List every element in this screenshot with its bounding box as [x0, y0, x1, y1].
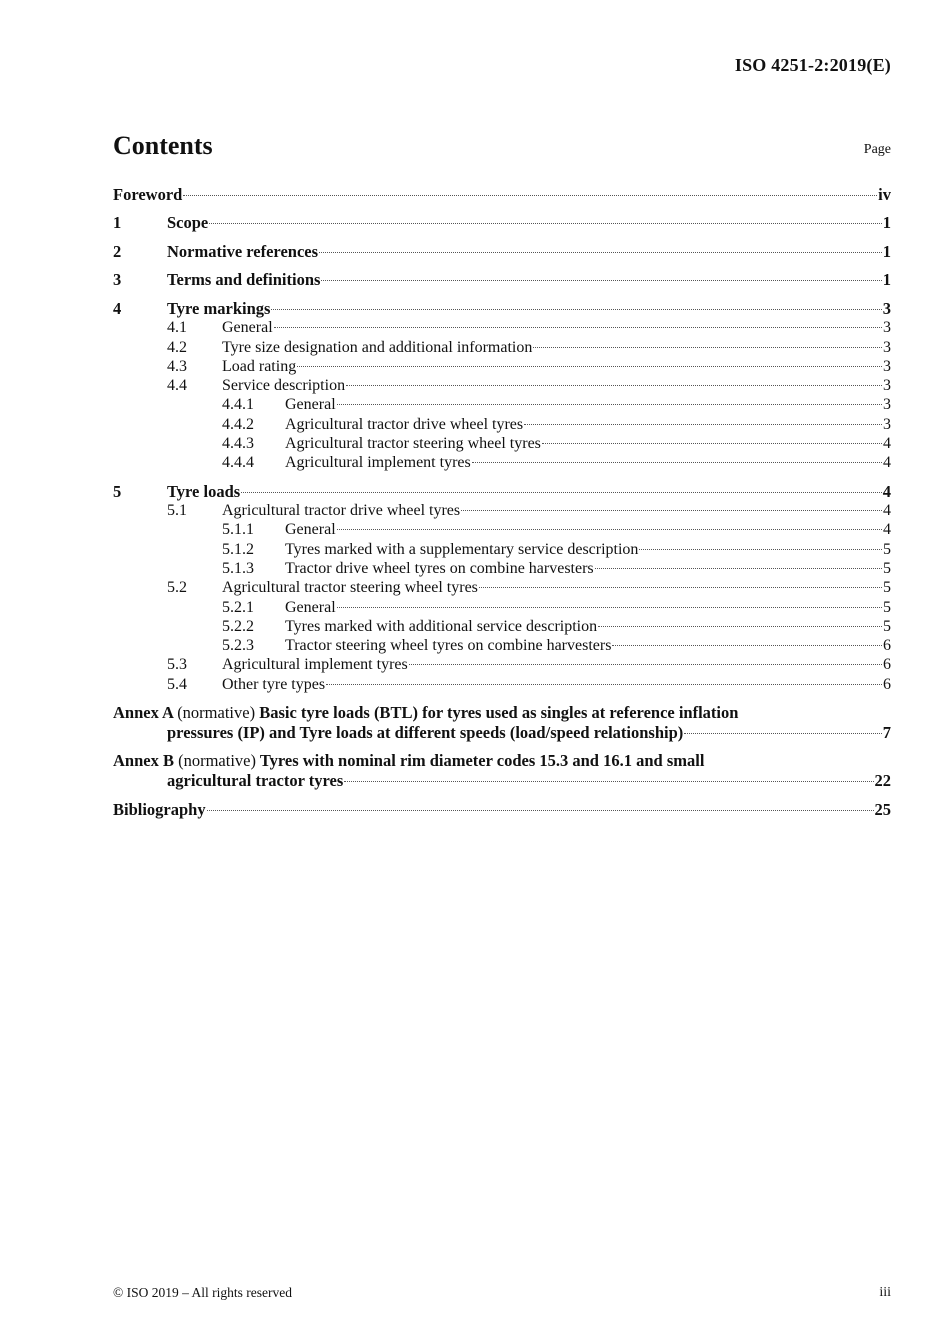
toc-entry-number: 4.2 [167, 338, 187, 356]
dot-leader [346, 385, 882, 386]
toc-entry-page: 3 [882, 298, 891, 318]
toc-entry-bibliography[interactable] [113, 800, 891, 819]
toc-entry-title: Bibliography [113, 799, 206, 819]
toc-entry-4-3[interactable] [113, 357, 891, 376]
toc-entry-5-1[interactable] [113, 501, 891, 520]
toc-entry-number: 4.4.1 [222, 396, 254, 414]
toc-entry-annex-a[interactable] [113, 703, 891, 742]
dot-leader [684, 733, 881, 734]
annex-qualifier: (normative) [177, 703, 256, 723]
toc-entry-title: Service description [222, 377, 346, 395]
toc-entry-page: 5 [883, 540, 891, 558]
toc-entry-page: 4 [882, 481, 891, 501]
toc-entry-title: Tyres marked with a supplementary service description [285, 540, 639, 558]
toc-entry-annex-b[interactable] [113, 751, 891, 790]
toc-entry-page: 3 [883, 338, 891, 356]
toc-entry-number: 4.4.3 [222, 435, 254, 453]
toc-entry-title: General [285, 521, 336, 539]
dot-leader [271, 309, 881, 310]
toc-entry-number: 2 [113, 241, 122, 261]
toc-entry-title: Tractor steering wheel tyres on combine harvesters [285, 637, 612, 655]
toc-entry-title: Agricultural tractor drive wheel tyres [285, 415, 524, 433]
toc-entry-4-4-3[interactable] [113, 434, 891, 453]
toc-entry-number: 5.1.1 [222, 521, 254, 539]
dot-leader [241, 492, 882, 493]
annex-title-line2: pressures (IP) and Tyre loads at different speeds (load/speed relationship) [167, 722, 684, 742]
toc-entry-page: 3 [883, 377, 891, 395]
toc-entry-5-2-1[interactable] [113, 598, 891, 617]
toc-entry-number: 5.1.3 [222, 559, 254, 577]
toc-entry-5-2-2[interactable] [113, 617, 891, 636]
toc-entry-page: 5 [883, 598, 891, 616]
toc-entry-number: 4.1 [167, 319, 187, 337]
dot-leader [524, 424, 882, 425]
toc-entry-title: General [285, 598, 336, 616]
toc-entry-page: 6 [883, 675, 891, 693]
toc-entry-number: 5.1.2 [222, 540, 254, 558]
toc-entry-number: 4.3 [167, 357, 187, 375]
toc-entry-title: Tyre size designation and additional information [222, 338, 533, 356]
toc-entry-title: Tractor drive wheel tyres on combine harvesters [285, 559, 594, 577]
page-number: iii [879, 1285, 891, 1300]
dot-leader [274, 327, 882, 328]
toc-entry-page: 5 [883, 559, 891, 577]
toc-entry-page: 4 [883, 454, 891, 472]
toc-entry-page: 7 [882, 722, 891, 742]
toc-entry-number: 5.4 [167, 675, 187, 693]
toc-entry-page: 1 [882, 241, 891, 261]
toc-entry-title: Agricultural tractor steering wheel tyres [222, 579, 478, 597]
toc-entry-title: Agricultural implement tyres [222, 656, 408, 674]
dot-leader [337, 607, 882, 608]
annex-label: Annex B [113, 751, 174, 771]
toc-entry-foreword[interactable] [113, 185, 891, 204]
toc-entry-4-4-1[interactable] [113, 395, 891, 414]
dot-leader [409, 664, 882, 665]
toc-entry-page: 1 [882, 213, 891, 233]
dot-leader [297, 366, 882, 367]
toc-entry-number: 4.4.2 [222, 415, 254, 433]
toc-entry-page: 3 [883, 415, 891, 433]
toc-entry-number: 5.2.2 [222, 617, 254, 635]
toc-entry-page: iv [878, 185, 891, 204]
dot-leader [337, 529, 882, 530]
toc-entry-title: Agricultural tractor drive wheel tyres [222, 502, 461, 520]
dot-leader [207, 810, 874, 811]
toc-entry-page: 1 [882, 270, 891, 290]
dot-leader [612, 645, 882, 646]
dot-leader [319, 252, 882, 253]
toc-entry-5-2-3[interactable] [113, 636, 891, 655]
toc-entry-number: 1 [113, 213, 122, 233]
toc-entry-number: 5.3 [167, 656, 187, 674]
toc-entry-page: 25 [874, 799, 891, 819]
toc-entry-5-1-3[interactable] [113, 559, 891, 578]
toc-entry-title: Tyre markings [167, 298, 271, 318]
toc-entry-5-1-1[interactable] [113, 520, 891, 539]
copyright-notice: © ISO 2019 – All rights reserved [113, 1285, 292, 1300]
toc-entry-number: 5.2.1 [222, 598, 254, 616]
dot-leader [461, 510, 882, 511]
page-column-label: Page [863, 142, 891, 157]
toc-entry-number: 5.2 [167, 579, 187, 597]
dot-leader [598, 626, 882, 627]
toc-entry-number: 5 [113, 481, 122, 501]
toc-entry-page: 3 [883, 357, 891, 375]
toc-entry-tyre-markings[interactable] [113, 299, 891, 318]
dot-leader [183, 195, 877, 196]
toc-entry-page: 3 [883, 396, 891, 414]
toc-entry-scope[interactable] [113, 213, 891, 232]
dot-leader [209, 223, 882, 224]
annex-label: Annex A [113, 703, 174, 723]
toc-entry-title: Foreword [113, 185, 183, 204]
toc-entry-4-2[interactable] [113, 338, 891, 357]
annex-qualifier: (normative) [178, 751, 256, 771]
toc-entry-5-4[interactable] [113, 675, 891, 694]
toc-entry-page: 6 [883, 637, 891, 655]
toc-entry-title: Normative references [167, 241, 319, 261]
toc-entry-terms-and-definitions[interactable] [113, 270, 891, 289]
toc-entry-4-4-2[interactable] [113, 415, 891, 434]
toc-entry-title: General [285, 396, 336, 414]
dot-leader [326, 684, 882, 685]
toc-entry-title: Tyre loads [167, 481, 241, 501]
toc-entry-5-2[interactable] [113, 578, 891, 597]
toc-entry-5-3[interactable] [113, 655, 891, 674]
dot-leader [595, 568, 882, 569]
dot-leader [639, 549, 882, 550]
dot-leader [344, 781, 873, 782]
toc-entry-page: 4 [883, 435, 891, 453]
toc-entry-page: 4 [883, 521, 891, 539]
dot-leader [542, 443, 882, 444]
dot-leader [472, 462, 882, 463]
toc-entry-number: 4.4 [167, 377, 187, 395]
annex-title-line1: Basic tyre loads (BTL) for tyres used as singles at reference inflation [259, 703, 739, 723]
toc-entry-page: 22 [874, 770, 891, 790]
toc-entry-title: Agricultural implement tyres [285, 454, 471, 472]
toc-entry-4-1[interactable] [113, 318, 891, 337]
toc-entry-page: 5 [883, 617, 891, 635]
toc-entry-page: 5 [883, 579, 891, 597]
toc-entry-tyre-loads[interactable] [113, 482, 891, 501]
toc-entry-page: 4 [883, 502, 891, 520]
toc-entry-number: 5.2.3 [222, 637, 254, 655]
toc-entry-normative-references[interactable] [113, 242, 891, 261]
dot-leader [321, 280, 881, 281]
toc-entry-4-4[interactable] [113, 376, 891, 395]
toc-entry-number: 4 [113, 298, 122, 318]
toc-entry-number: 4.4.4 [222, 454, 254, 472]
toc-entry-title: Load rating [222, 357, 297, 375]
contents-heading: Contents [113, 131, 213, 160]
toc-entry-number: 3 [113, 270, 122, 290]
dot-leader [533, 347, 882, 348]
toc-entry-title: General [222, 319, 273, 337]
dot-leader [337, 404, 882, 405]
toc-entry-number: 5.1 [167, 502, 187, 520]
toc-entry-page: 3 [883, 319, 891, 337]
table-of-contents [113, 185, 891, 819]
document-id: ISO 4251-2:2019(E) [734, 55, 891, 75]
toc-entry-title: Terms and definitions [167, 270, 321, 290]
toc-entry-4-4-4[interactable] [113, 453, 891, 472]
dot-leader [479, 587, 882, 588]
toc-entry-5-1-2[interactable] [113, 540, 891, 559]
toc-entry-page: 6 [883, 656, 891, 674]
toc-entry-title: Other tyre types [222, 675, 326, 693]
toc-entry-title: Agricultural tractor steering wheel tyres [285, 435, 541, 453]
annex-title-line1: Tyres with nominal rim diameter codes 15.3 and 16.1 and small [259, 751, 705, 771]
toc-entry-title: Tyres marked with additional service description [285, 617, 598, 635]
annex-title-line2: agricultural tractor tyres [167, 770, 344, 790]
toc-entry-title: Scope [167, 213, 209, 233]
